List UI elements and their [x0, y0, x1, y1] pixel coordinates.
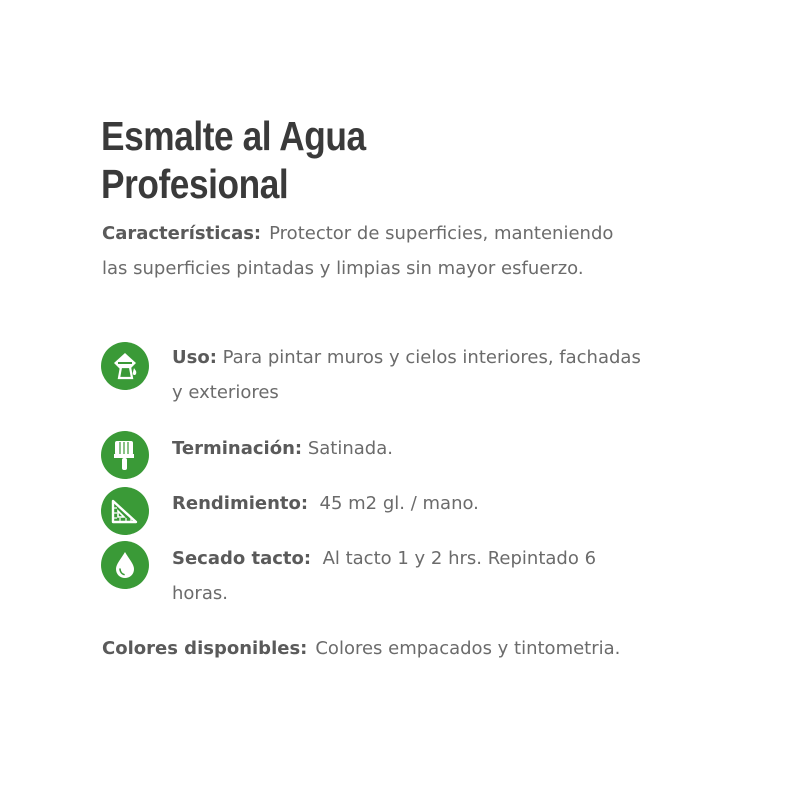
caracteristicas-paragraph	[102, 217, 642, 286]
colores-text: Colores empacados y tintometria.	[315, 638, 621, 659]
set-square-ruler-icon	[100, 486, 150, 536]
title-line-2: Profesional	[101, 161, 289, 207]
caracteristicas-text: Protector de superficies, manteniendo las superficies pintadas y limpias sin mayor esfuerzo.	[102, 223, 614, 279]
caracteristicas-label: Características:	[102, 223, 262, 244]
feature-rendimiento-value: 45 m2 gl. / mano.	[319, 493, 479, 514]
feature-uso-label: Uso:	[172, 347, 217, 368]
feature-secado-value: Al tacto 1 y 2 hrs. Repintado 6 horas.	[172, 548, 597, 604]
feature-uso-text	[172, 341, 642, 410]
colores-label: Colores disponibles:	[102, 638, 308, 659]
paint-brush-icon	[100, 430, 150, 480]
feature-secado-label: Secado tacto:	[172, 548, 312, 569]
paint-bucket-icon	[100, 341, 150, 391]
water-drop-icon	[100, 540, 150, 590]
colores-paragraph	[102, 632, 642, 667]
page-title	[101, 112, 366, 208]
title-line-1: Esmalte al Agua	[101, 113, 366, 159]
feature-uso-value: Para pintar muros y cielos interiores, fachadas y exteriores	[172, 347, 641, 403]
feature-rendimiento-text	[172, 487, 642, 522]
feature-rendimiento-label: Rendimiento:	[172, 493, 309, 514]
feature-secado-text	[172, 542, 642, 611]
feature-terminacion-label: Terminación:	[172, 438, 303, 459]
feature-terminacion-value: Satinada.	[307, 438, 393, 459]
feature-terminacion-text	[172, 432, 642, 467]
